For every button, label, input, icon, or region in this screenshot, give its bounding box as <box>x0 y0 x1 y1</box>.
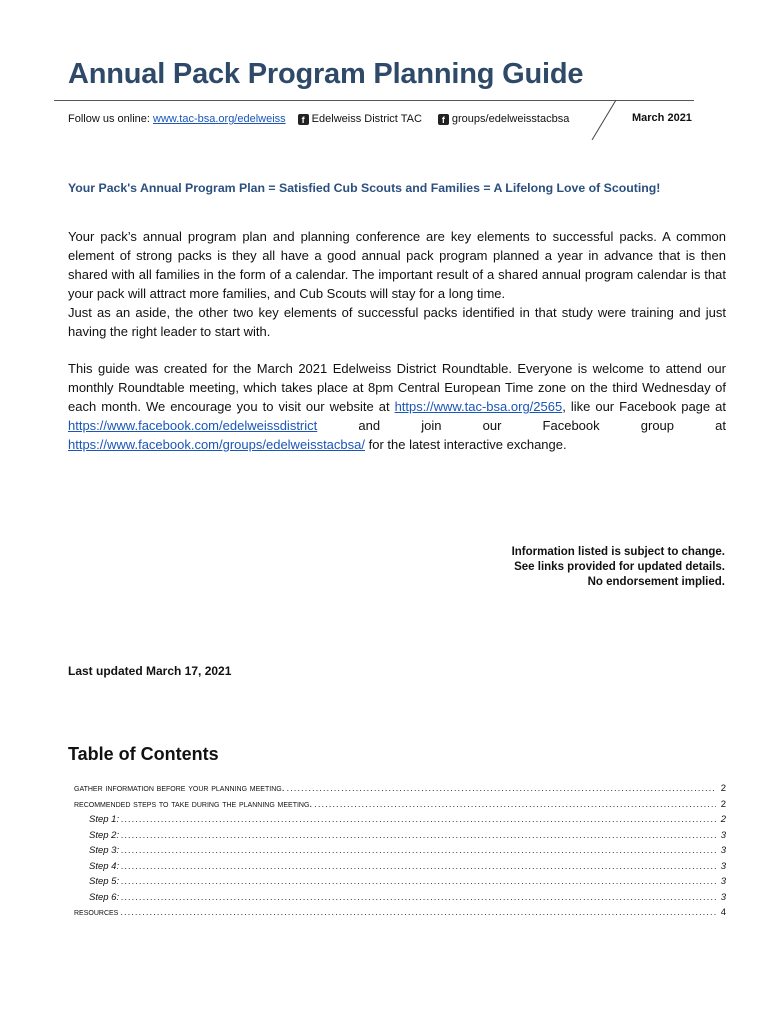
toc-entry-step-5[interactable] <box>74 876 726 892</box>
toc-entry-label: Step 4: <box>89 860 120 872</box>
toc-entry-label: Step 2: <box>89 829 120 841</box>
roundtable-text-c: and join our Facebook group at <box>317 418 726 433</box>
roundtable-text-b: , like our Facebook page at <box>562 399 726 414</box>
social-links-bar <box>68 112 569 126</box>
toc-entry-gather-information[interactable] <box>74 783 726 799</box>
toc-entry-step-4[interactable] <box>74 861 726 877</box>
intro-text-2: Just as an aside, the other two key elements of successful packs identified in that study were training and just having the right leader to start with. <box>68 305 726 339</box>
toc-leader-dots <box>121 861 716 872</box>
roundtable-text-d: for the latest interactive exchange. <box>364 437 567 452</box>
toc-page-number: 2 <box>720 798 726 810</box>
follow-label: Follow us online: <box>68 113 153 125</box>
toc-entry-recommended-steps[interactable] <box>74 799 726 815</box>
facebook-page-link[interactable] <box>298 113 422 125</box>
roundtable-text-a: This guide was created for the March 2021 Edelweiss District Roundtable. Everyone is welcome to attend our monthly Roundtable meeting, which takes place at 8pm Central European Time zone on the third Wednesday of each month. We encourage you to visit our website at <box>68 361 726 414</box>
toc-entry-label: Step 3: <box>89 845 120 856</box>
toc-entry-step-3[interactable] <box>74 845 726 861</box>
toc-entry-label: recommended steps to take during the planning meeting. <box>74 798 313 810</box>
roundtable-paragraph <box>68 359 726 454</box>
disclaimer-line-2: See links provided for updated details. <box>514 561 725 573</box>
website-link[interactable]: www.tac-bsa.org/edelweiss <box>153 113 286 125</box>
page-title: Annual Pack Program Planning Guide <box>68 58 584 90</box>
facebook-group-url-link[interactable]: https://www.facebook.com/groups/edelweisstacbsa/ <box>68 437 365 452</box>
website-2565-link[interactable]: https://www.tac-bsa.org/2565 <box>394 399 563 414</box>
intro-text-1: Your pack’s annual program plan and planning conference are key elements to successful packs. A common element of strong packs is they all have a good annual pack program planned a year in advance that is then shared with all families in the form of a calendar. The important result of a shared annual program calendar is that your pack will attract more families, and Cub Scouts will stay for a long time. <box>68 229 726 301</box>
facebook-page-label: Edelweiss District TAC <box>311 113 422 125</box>
toc-leader-dots <box>121 876 716 887</box>
toc-title: Table of Contents <box>68 744 219 764</box>
toc-page-number: 3 <box>720 860 726 872</box>
toc-leader-dots <box>120 907 716 918</box>
disclaimer-line-3: No endorsement implied. <box>587 576 725 588</box>
toc-leader-dots <box>121 892 716 903</box>
toc-page-number: 4 <box>720 907 726 918</box>
toc-page-number: 2 <box>720 783 726 794</box>
toc-page-number: 3 <box>720 845 726 856</box>
toc-entry-label: Step 6: <box>89 891 120 903</box>
toc-entry-label: Step 5: <box>89 876 120 887</box>
toc-leader-dots <box>286 783 716 794</box>
toc-entry-step-1[interactable] <box>74 814 726 830</box>
tagline: Your Pack's Annual Program Plan = Satisfied Cub Scouts and Families = A Lifelong Love of Scouting! <box>68 181 661 195</box>
toc-entry-label: resources <box>74 907 119 918</box>
toc-entry-label: Step 1: <box>89 814 120 825</box>
disclaimer <box>512 545 725 590</box>
facebook-icon: f <box>438 114 449 125</box>
facebook-district-link[interactable]: https://www.facebook.com/edelweissdistrict <box>68 418 318 433</box>
facebook-group-link[interactable] <box>438 113 569 125</box>
toc-page-number: 3 <box>720 891 726 903</box>
intro-paragraph <box>68 227 726 341</box>
table-of-contents <box>74 783 726 923</box>
disclaimer-line-1: Information listed is subject to change. <box>511 546 725 558</box>
publication-date: March 2021 <box>632 112 692 124</box>
toc-page-number: 3 <box>720 876 726 887</box>
toc-entry-resources[interactable] <box>74 907 726 923</box>
toc-leader-dots <box>314 799 716 810</box>
last-updated: Last updated March 17, 2021 <box>68 664 232 678</box>
toc-leader-dots <box>121 814 716 825</box>
toc-page-number: 2 <box>720 814 726 825</box>
toc-entry-step-2[interactable] <box>74 830 726 846</box>
facebook-icon: f <box>298 114 309 125</box>
toc-entry-step-6[interactable] <box>74 892 726 908</box>
toc-page-number: 3 <box>720 829 726 841</box>
toc-leader-dots <box>121 830 716 841</box>
facebook-group-label: groups/edelweisstacbsa <box>451 113 570 125</box>
header-slash-divider <box>588 100 618 140</box>
toc-leader-dots <box>121 845 716 856</box>
toc-entry-label: gather information before your planning meeting. <box>74 783 285 794</box>
